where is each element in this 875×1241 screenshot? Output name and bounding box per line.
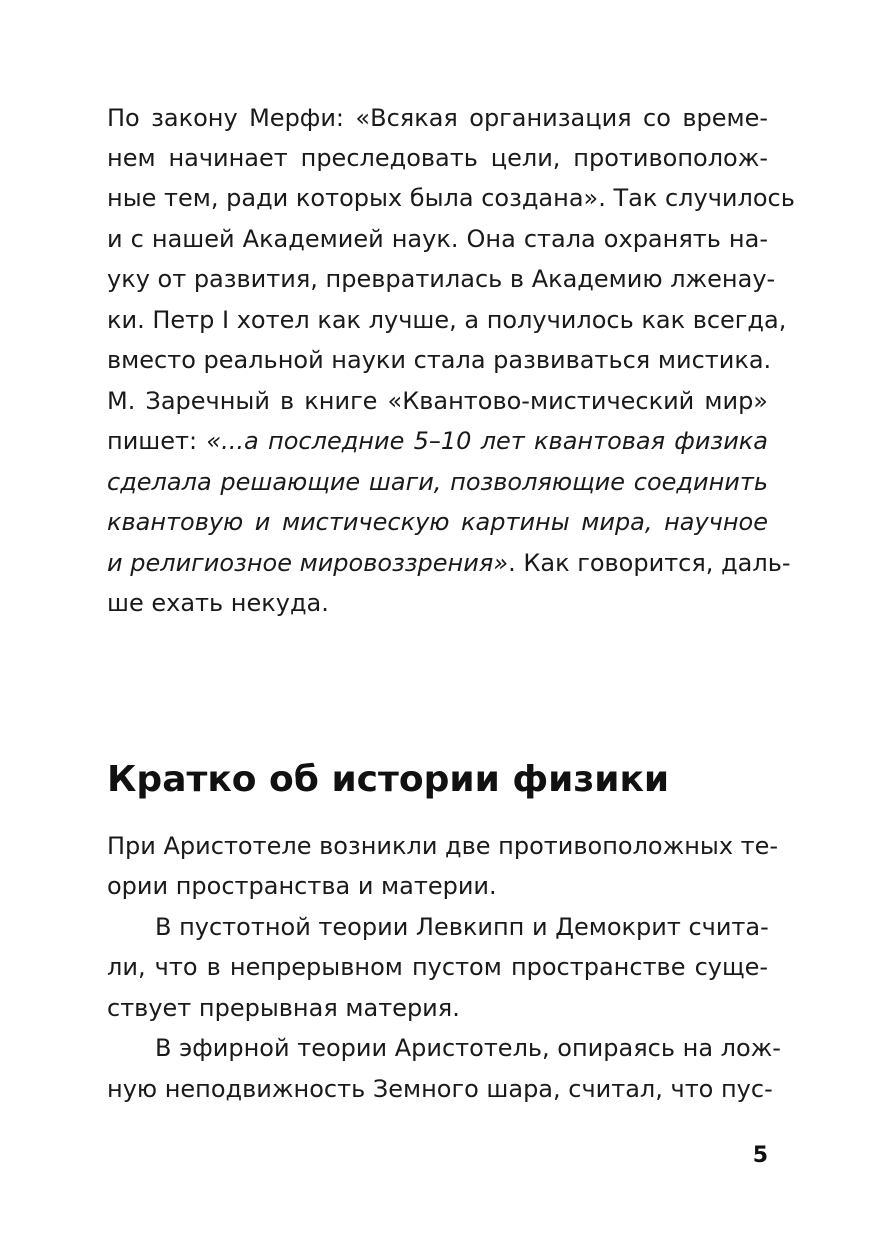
text-line: ше ехать некуда. [107, 589, 329, 617]
text-line: При Аристотеле возникли две противоположных те- [107, 832, 779, 860]
text-line: ствует прерывная материя. [107, 994, 460, 1022]
quote-italic: и религиозное мировоззрения» [107, 549, 509, 577]
text-line: М. Заречный в книге «Квантово-мистический мир» [107, 387, 768, 415]
text-line [107, 462, 768, 502]
page-number: 5 [752, 1143, 768, 1168]
text-line: и с нашей Академией наук. Она стала охранять на- [107, 225, 768, 253]
text-line: В эфирной теории Аристотель, опираясь на лож- [155, 1034, 781, 1062]
section-heading: Кратко об истории физики [107, 759, 670, 800]
book-page [107, 0, 795, 1241]
text-line: ли, что в непрерывном пустом пространстве суще- [107, 953, 768, 981]
text-line: ки. Петр I хотел как лучше, а получилось как всегда, [107, 306, 787, 334]
text-line: ные тем, ради которых была создана». Так случилось [107, 184, 795, 212]
text-line: ную неподвижность Земного шара, считал, что пус- [107, 1075, 773, 1103]
text-line: В пустотной теории Левкипп и Демокрит счита- [155, 913, 769, 941]
text-line: По закону Мерфи: «Всякая организация со време- [107, 104, 768, 132]
quote-italic: сделала решающие шаги, позволяющие соединить [107, 468, 768, 496]
text-line: нем начинает преследовать цели, противополож- [107, 144, 768, 172]
text-line: уку от развития, превратилась в Академию лженау- [107, 265, 776, 293]
text-line: вместо реальной науки стала развиваться мистика. [107, 346, 772, 374]
text-span: пишет: [107, 427, 207, 455]
text-line [107, 502, 768, 542]
text-line [107, 421, 768, 461]
quote-italic: «...а последние 5–10 лет квантовая физика [206, 427, 768, 455]
text-span: . Как говорится, даль- [508, 549, 791, 577]
text-line: ории пространства и материи. [107, 872, 497, 900]
quote-italic: квантовую и мистическую картины мира, научное [107, 508, 768, 536]
text-line [107, 543, 791, 583]
